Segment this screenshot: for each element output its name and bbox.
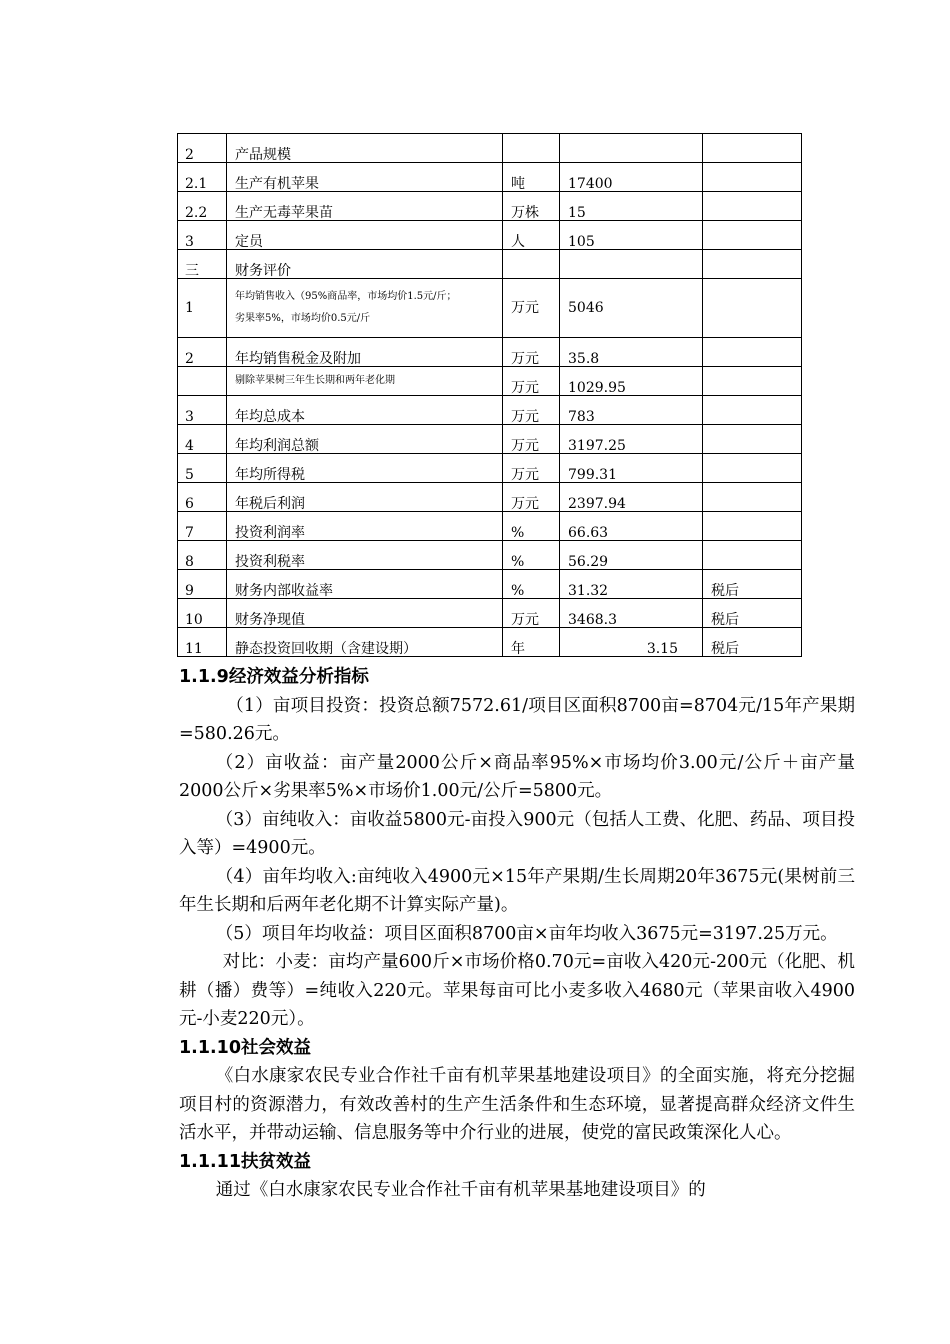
paragraph: （5）项目年均收益：项目区面积8700亩×亩年均收入3675元=3197.25万元。 — [215, 923, 838, 944]
row-no: 1 — [178, 279, 227, 338]
row-no: 2.2 — [178, 192, 227, 221]
table-row — [178, 425, 802, 454]
row-unit — [503, 250, 560, 279]
row-item: 财务评价 — [227, 250, 503, 279]
row-no: 2 — [178, 134, 227, 163]
row-note — [703, 396, 802, 425]
row-note — [703, 425, 802, 454]
row-no: 10 — [178, 599, 227, 628]
row-note: 税后 — [703, 599, 802, 628]
table-row — [178, 396, 802, 425]
row-no — [178, 367, 227, 396]
row-no: 2.1 — [178, 163, 227, 192]
table-row — [178, 367, 802, 396]
table-row — [178, 541, 802, 570]
row-no: 2 — [178, 338, 227, 367]
row-unit: 万元 — [503, 599, 560, 628]
row-item: 投资利税率 — [227, 541, 503, 570]
row-value: 105 — [560, 221, 703, 250]
row-item — [227, 279, 503, 338]
row-value: 5046 — [560, 279, 703, 338]
row-no: 三 — [178, 250, 227, 279]
table-row — [178, 250, 802, 279]
row-note — [703, 250, 802, 279]
row-note: 税后 — [703, 628, 802, 657]
row-item: 年税后利润 — [227, 483, 503, 512]
row-item: 投资利润率 — [227, 512, 503, 541]
row-unit: 人 — [503, 221, 560, 250]
row-no: 8 — [178, 541, 227, 570]
row-item: 生产无毒苹果苗 — [227, 192, 503, 221]
row-note — [703, 192, 802, 221]
row-item: 财务净现值 — [227, 599, 503, 628]
row-value — [560, 134, 703, 163]
row-unit: 万元 — [503, 425, 560, 454]
row-value: 783 — [560, 396, 703, 425]
row-note — [703, 221, 802, 250]
paragraph: 对比：小麦：亩均产量600斤×市场价格0.70元=亩收入420元-200元（化肥、机耕（播）费等）=纯收入220元。苹果每亩可比小麦多收入4680元（苹果亩收入4900元-小麦220元）。 — [179, 952, 855, 1029]
table-row — [178, 628, 802, 657]
table-row — [178, 221, 802, 250]
row-item: 年均利润总额 — [227, 425, 503, 454]
document-body — [179, 663, 855, 1205]
row-item: 产品规模 — [227, 134, 503, 163]
indicator-table — [177, 133, 802, 657]
row-no: 5 — [178, 454, 227, 483]
row-note — [703, 163, 802, 192]
row-item: 生产有机苹果 — [227, 163, 503, 192]
row-unit: 万元 — [503, 367, 560, 396]
row-note — [703, 279, 802, 338]
row-unit: 万元 — [503, 454, 560, 483]
row-note — [703, 454, 802, 483]
table-row — [178, 454, 802, 483]
row-value: 56.29 — [560, 541, 703, 570]
row-item: 年均销售税金及附加 — [227, 338, 503, 367]
row-note — [703, 541, 802, 570]
row-unit: 万株 — [503, 192, 560, 221]
row-item-line2: 劣果率5%，市场均价0.5元/斤 — [235, 313, 371, 324]
row-no: 11 — [178, 628, 227, 657]
table-row — [178, 338, 802, 367]
paragraph: （3）亩纯收入：亩收益5800元-亩投入900元（包括人工费、化肥、药品、项目投入等）=4900元。 — [179, 809, 855, 858]
row-value: 3197.25 — [560, 425, 703, 454]
row-value — [560, 250, 703, 279]
section-heading-1-1-10: 1.1.10社会效益 — [179, 1037, 312, 1058]
table-row — [178, 134, 802, 163]
row-unit: % — [503, 512, 560, 541]
table-row — [178, 512, 802, 541]
row-value: 35.8 — [560, 338, 703, 367]
row-value: 17400 — [560, 163, 703, 192]
row-item: 财务内部收益率 — [227, 570, 503, 599]
row-no: 3 — [178, 221, 227, 250]
table-row — [178, 192, 802, 221]
table-row — [178, 570, 802, 599]
paragraph: 《白水康家农民专业合作社千亩有机苹果基地建设项目》的全面实施，将充分挖掘项目村的资源潜力，有效改善村的生产生活条件和生态环境，显著提高群众经济文件生活水平，并带动运输、信息服务等中介行业的进展，使党的富民政策深化人心。 — [179, 1066, 855, 1143]
section-heading-1-1-9: 1.1.9经济效益分析指标 — [179, 667, 369, 687]
row-note: 税后 — [703, 570, 802, 599]
row-item: 剔除苹果树三年生长期和两年老化期 — [227, 367, 503, 396]
row-item: 静态投资回收期（含建设期） — [227, 628, 503, 657]
row-unit: 年 — [503, 628, 560, 657]
row-value: 3468.3 — [560, 599, 703, 628]
row-note — [703, 483, 802, 512]
row-unit: % — [503, 570, 560, 599]
row-value: 2397.94 — [560, 483, 703, 512]
row-no: 7 — [178, 512, 227, 541]
row-unit: 吨 — [503, 163, 560, 192]
row-value: 15 — [560, 192, 703, 221]
row-item: 定员 — [227, 221, 503, 250]
row-no: 3 — [178, 396, 227, 425]
paragraph: （2）亩收益：亩产量2000公斤×商品率95%×市场均价3.00元/公斤＋亩产量2000公斤×劣果率5%×市场价1.00元/公斤=5800元。 — [179, 752, 855, 801]
row-unit: 万元 — [503, 279, 560, 338]
row-item: 年均总成本 — [227, 396, 503, 425]
table-row — [178, 163, 802, 192]
row-item-line1: 年均销售收入（95%商品率，市场均价1.5元/斤； — [235, 291, 457, 302]
row-note — [703, 338, 802, 367]
row-unit: % — [503, 541, 560, 570]
row-note — [703, 367, 802, 396]
row-no: 4 — [178, 425, 227, 454]
row-value: 66.63 — [560, 512, 703, 541]
row-unit — [503, 134, 560, 163]
row-unit: 万元 — [503, 483, 560, 512]
row-item: 年均所得税 — [227, 454, 503, 483]
paragraph: 通过《白水康家农民专业合作社千亩有机苹果基地建设项目》的 — [215, 1180, 706, 1200]
paragraph: （1）亩项目投资：投资总额7572.61/项目区面积8700亩=8704元/15年产果期=580.26元。 — [179, 695, 855, 744]
row-unit: 万元 — [503, 396, 560, 425]
row-no: 9 — [178, 570, 227, 599]
row-value: 799.31 — [560, 454, 703, 483]
table-row — [178, 599, 802, 628]
row-unit: 万元 — [503, 338, 560, 367]
row-value: 3.15 — [560, 628, 703, 657]
table-row — [178, 483, 802, 512]
row-no: 6 — [178, 483, 227, 512]
row-note — [703, 134, 802, 163]
row-note — [703, 512, 802, 541]
section-heading-1-1-11: 1.1.11扶贫效益 — [179, 1151, 312, 1172]
row-value: 1029.95 — [560, 367, 703, 396]
paragraph: （4）亩年均收入:亩纯收入4900元×15年产果期/生长周期20年3675元(果树前三年生长期和后两年老化期不计算实际产量)。 — [179, 866, 855, 915]
row-value: 31.32 — [560, 570, 703, 599]
table-row — [178, 279, 802, 338]
